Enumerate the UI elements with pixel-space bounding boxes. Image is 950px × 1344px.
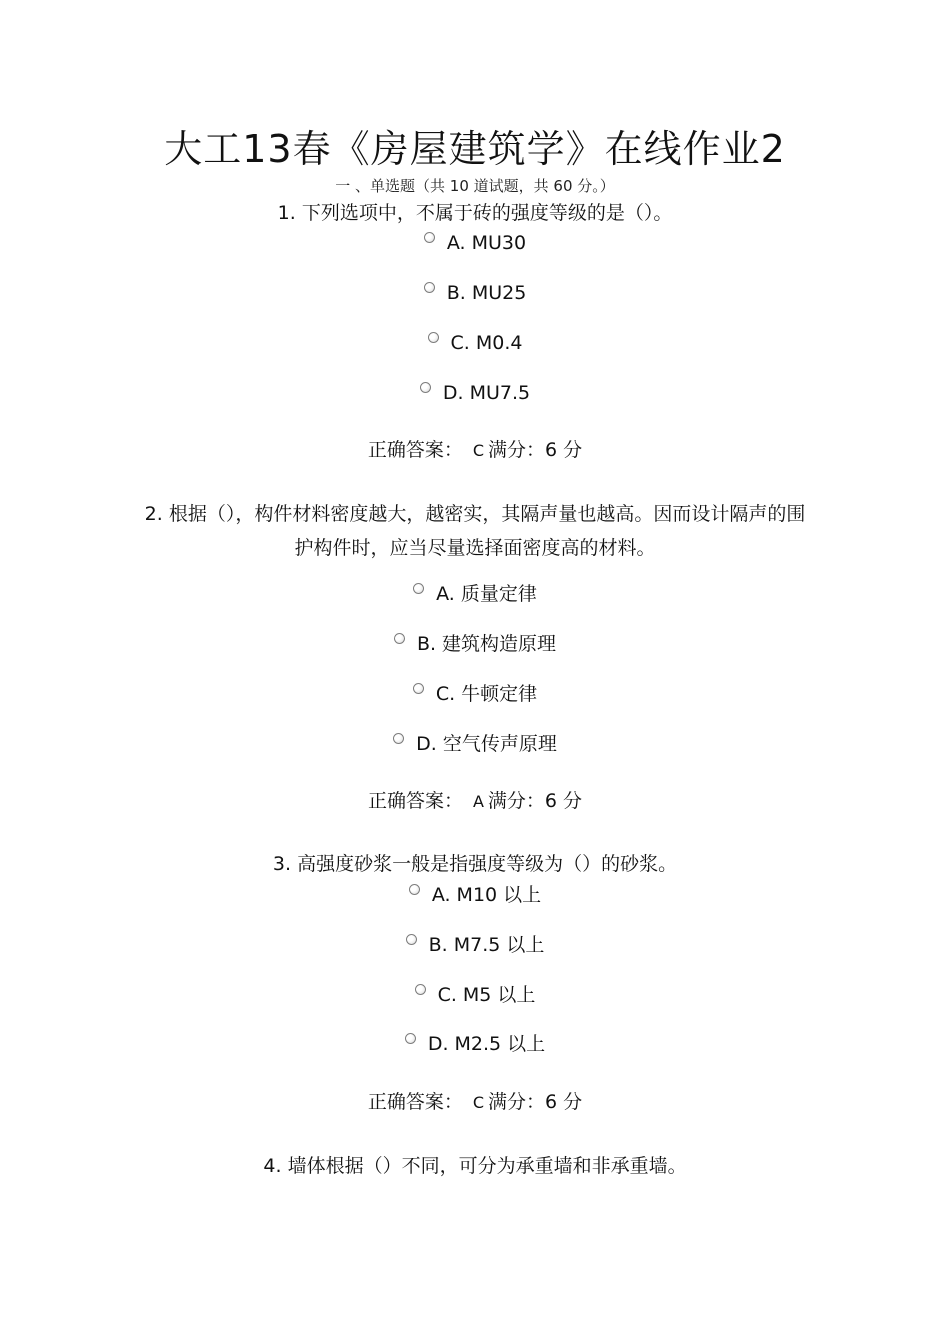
option-label: D. 空气传声原理 [416,733,557,755]
radio-icon[interactable] [415,984,426,995]
q2-option-c[interactable] [0,681,950,707]
q3-option-b[interactable] [0,932,950,958]
option-label: A. M10 以上 [431,884,542,906]
option-label: D. MU7.5 [442,382,531,404]
option-label: B. M7.5 以上 [428,934,545,956]
answer-score: 满分：6 分 [488,439,583,461]
option-label: A. 质量定律 [436,583,537,605]
option-label: C. M0.4 [450,332,523,354]
q1-option-d[interactable] [0,380,950,406]
q2-option-d[interactable] [0,731,950,757]
answer-score: 满分：6 分 [487,790,583,812]
option-label: B. 建筑构造原理 [416,633,557,655]
radio-icon[interactable] [394,633,405,644]
q2-option-b[interactable] [0,631,950,657]
option-label: D. M2.5 以上 [427,1033,546,1055]
q1-option-b[interactable] [0,280,950,306]
answer-code: C [472,1093,485,1112]
q3-option-a[interactable] [0,882,950,908]
section-heading: 一 、单选题（共 10 道试题，共 60 分。） [335,177,615,195]
radio-icon[interactable] [393,733,404,744]
answer-code: C [472,441,485,460]
radio-icon[interactable] [424,282,435,293]
q3-option-c[interactable] [0,982,950,1008]
option-label: A. MU30 [446,232,527,254]
q3-answer [0,1089,950,1116]
q2-option-a[interactable] [0,581,950,607]
answer-prefix: 正确答案： [367,439,463,461]
q1-option-c[interactable] [0,330,950,356]
q1-answer [0,437,950,464]
answer-code: A [472,792,484,811]
radio-icon[interactable] [413,683,424,694]
option-label: B. MU25 [446,282,527,304]
radio-icon[interactable] [420,382,431,393]
radio-icon[interactable] [406,934,417,945]
question-1-text: 1. 下列选项中，不属于砖的强度等级的是（）。 [277,202,673,224]
radio-icon[interactable] [409,884,420,895]
option-label: C. M5 以上 [437,984,536,1006]
answer-prefix: 正确答案： [367,1091,463,1113]
radio-icon[interactable] [405,1033,416,1044]
answer-prefix: 正确答案： [367,790,463,812]
radio-icon[interactable] [413,583,424,594]
option-label: C. 牛顿定律 [435,683,538,705]
q2-answer [0,788,950,815]
radio-icon[interactable] [424,232,435,243]
q1-option-a[interactable] [0,230,950,256]
answer-score: 满分：6 分 [488,1091,583,1113]
question-3-text: 3. 高强度砂浆一般是指强度等级为（）的砂浆。 [272,853,678,875]
question-2-text: 2. 根据（），构件材料密度越大，越密实，其隔声量也越高。因而设计隔声的围护构件时，应当尽量选择面密度高的材料。 [144,503,806,559]
radio-icon[interactable] [428,332,439,343]
q3-option-d[interactable] [0,1031,950,1057]
question-4-text: 4. 墙体根据（）不同，可分为承重墙和非承重墙。 [263,1155,687,1177]
page-title: 大工13春《房屋建筑学》在线作业2 [164,127,786,171]
